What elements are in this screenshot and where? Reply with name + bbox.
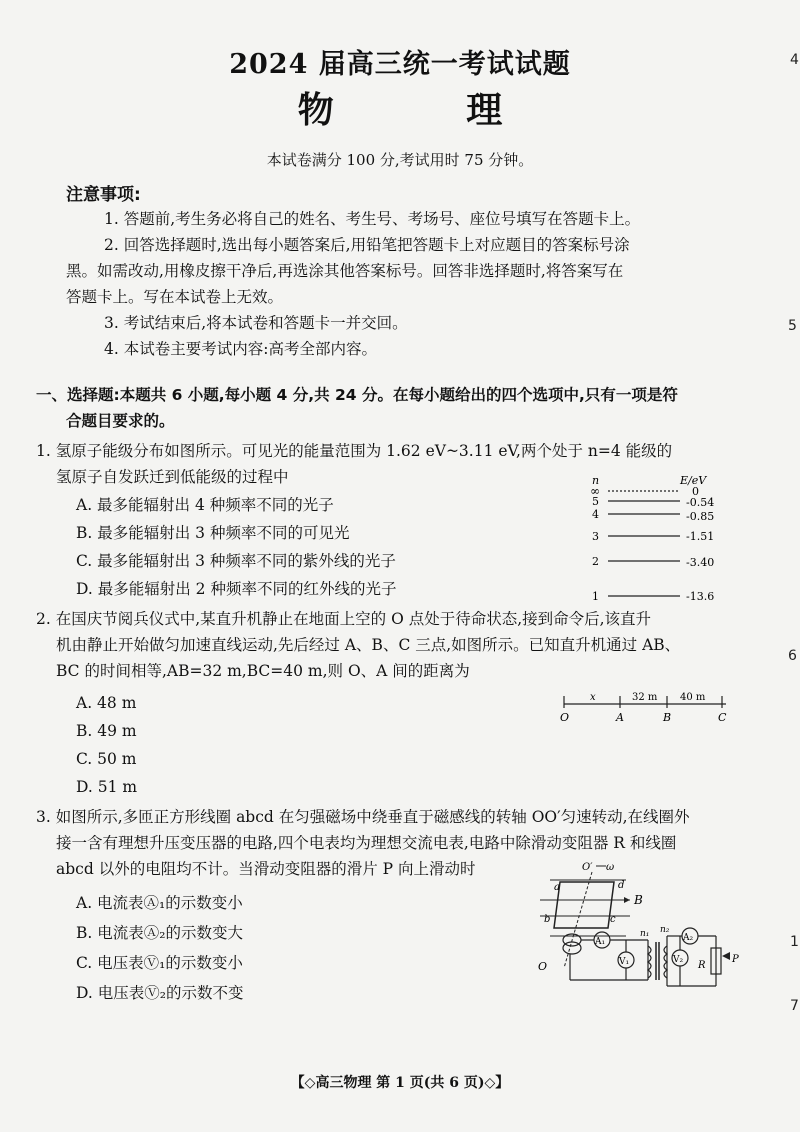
notice-line: 答题卡上。写在本试卷上无效。 <box>66 288 284 306</box>
resistor-r-label: R <box>698 960 706 971</box>
q3-option-b: B. 电流表Ⓐ₂的示数变大 <box>76 924 243 942</box>
coil-d-label: d <box>618 880 625 891</box>
notice-line: 3. 考试结束后,将本试卷和答题卡一并交回。 <box>104 314 408 332</box>
q1-option-b: B. 最多能辐射出 3 种频率不同的可见光 <box>76 524 350 542</box>
level-energy: -13.6 <box>686 590 715 603</box>
energy-axis-label: E/eV <box>680 474 707 487</box>
point-b: B <box>663 711 672 724</box>
q2-option-a: A. 48 m <box>76 694 137 712</box>
q1-option-c: C. 最多能辐射出 3 种频率不同的紫外线的光子 <box>76 552 396 570</box>
motion-diagram <box>556 688 732 726</box>
level-energy: -1.51 <box>686 530 715 543</box>
distance-bc: 40 m <box>680 692 706 703</box>
point-a: A <box>616 711 624 724</box>
n1-label: n₁ <box>640 929 650 939</box>
axis-bottom-label: O <box>538 960 548 973</box>
q3-option-d: D. 电压表Ⓥ₂的示数不变 <box>76 984 244 1002</box>
generator-transformer-diagram <box>530 858 742 1008</box>
q3-stem-cont: abcd 以外的电阻均不计。当滑动变阻器的滑片 P 向上滑动时 <box>56 860 476 878</box>
level-3 <box>592 530 714 543</box>
margin-mark: 6 <box>788 648 797 664</box>
q3-option-c: C. 电压表Ⓥ₁的示数变小 <box>76 954 243 972</box>
notice-line: 1. 答题前,考生务必将自己的姓名、考生号、考场号、座位号填写在答题卡上。 <box>104 210 641 228</box>
level-n: 4 <box>592 508 599 521</box>
margin-mark: 5 <box>788 318 797 334</box>
margin-mark: 7 <box>790 998 799 1014</box>
q2-stem: 2. 在国庆节阅兵仪式中,某直升机静止在地面上空的 O 点处于待命状态,接到命令后,该直升 <box>36 610 652 628</box>
notice-line: 2. 回答选择题时,选出每小题答案后,用铅笔把答题卡上对应题目的答案标号涂 <box>104 236 630 254</box>
coil-b-label: b <box>544 914 551 925</box>
energy-level-diagram <box>588 470 748 610</box>
q3-stem-cont: 接一含有理想升压变压器的电路,四个电表均为理想交流电表,电路中除滑动变阻器 R 和线圈 <box>56 834 677 852</box>
notice-heading: 注意事项: <box>66 185 141 205</box>
level-energy: 0 <box>692 485 699 498</box>
section-heading: 一、选择题:本题共 6 小题,每小题 4 分,共 24 分。在每小题给出的四个选项中,只有一项是符 <box>36 386 678 404</box>
coil-a-label: a <box>554 882 560 893</box>
q2-option-c: C. 50 m <box>76 750 137 768</box>
level-n: 5 <box>592 495 599 508</box>
margin-mark: 1 <box>790 934 799 950</box>
level-energy: -0.85 <box>686 510 715 523</box>
q1-option-d: D. 最多能辐射出 2 种频率不同的红外线的光子 <box>76 580 397 598</box>
n2-label: n₂ <box>660 925 670 935</box>
exam-meta: 本试卷满分 100 分,考试用时 75 分钟。 <box>266 151 534 169</box>
q1-option-a: A. 最多能辐射出 4 种频率不同的光子 <box>76 496 334 514</box>
q3-stem: 3. 如图所示,多匝正方形线圈 abcd 在匀强磁场中绕垂直于磁感线的转轴 OO′匀速转动,在线圈外 <box>36 808 690 826</box>
level-n: 1 <box>592 590 599 603</box>
level-1 <box>592 590 714 603</box>
subject-title: 物 理 <box>297 89 563 131</box>
level-n: 3 <box>592 530 599 543</box>
level-energy: -3.40 <box>686 556 715 569</box>
axis-top-label: O′ <box>582 862 593 873</box>
level-n: ∞ <box>590 484 600 498</box>
voltmeter-v2: V₂ <box>673 955 684 965</box>
q1-stem-cont: 氢原子自发跃迁到低能级的过程中 <box>56 468 289 486</box>
point-c: C <box>718 711 727 724</box>
field-b-label: B <box>634 893 643 907</box>
ammeter-a2: A₂ <box>683 933 694 943</box>
q2-option-d: D. 51 m <box>76 778 138 796</box>
q2-stem-cont: 机由静止开始做匀加速直线运动,先后经过 A、B、C 三点,如图所示。已知直升机通过 AB、 <box>56 636 681 654</box>
section-heading-cont: 合题目要求的。 <box>66 412 175 430</box>
n-axis-label: n <box>592 474 600 487</box>
voltmeter-v1: V₁ <box>619 957 630 967</box>
slider-p-label: P <box>732 954 739 965</box>
distance-x: x <box>590 692 596 703</box>
notice-line: 黑。如需改动,用橡皮擦干净后,再选涂其他答案标号。回答非选择题时,将答案写在 <box>66 262 624 280</box>
ammeter-a1: A₁ <box>595 937 606 947</box>
level-n: 2 <box>592 555 599 568</box>
omega-label: ω <box>606 862 615 873</box>
level-energy: -0.54 <box>686 496 715 509</box>
notice-line: 4. 本试卷主要考试内容:高考全部内容。 <box>104 340 377 358</box>
coil-c-label: c <box>610 914 616 925</box>
exam-title: 2024 届高三统一考试试题 <box>229 49 571 80</box>
q1-stem: 1. 氢原子能级分布如图所示。可见光的能量范围为 1.62 eV~3.11 eV,两个处于 n=4 能级的 <box>36 442 673 460</box>
level-4 <box>592 508 714 523</box>
page-footer: 【◇高三物理 第 1 页(共 6 页)◇】 <box>290 1075 510 1091</box>
distance-ab: 32 m <box>632 692 658 703</box>
q2-option-b: B. 49 m <box>76 722 137 740</box>
margin-mark: 4 <box>790 52 799 68</box>
level-2 <box>592 555 714 569</box>
point-o: O <box>560 711 570 724</box>
q2-stem-cont: BC 的时间相等,AB=32 m,BC=40 m,则 O、A 间的距离为 <box>56 662 470 680</box>
q3-option-a: A. 电流表Ⓐ₁的示数变小 <box>76 894 243 912</box>
level-5 <box>592 495 714 509</box>
